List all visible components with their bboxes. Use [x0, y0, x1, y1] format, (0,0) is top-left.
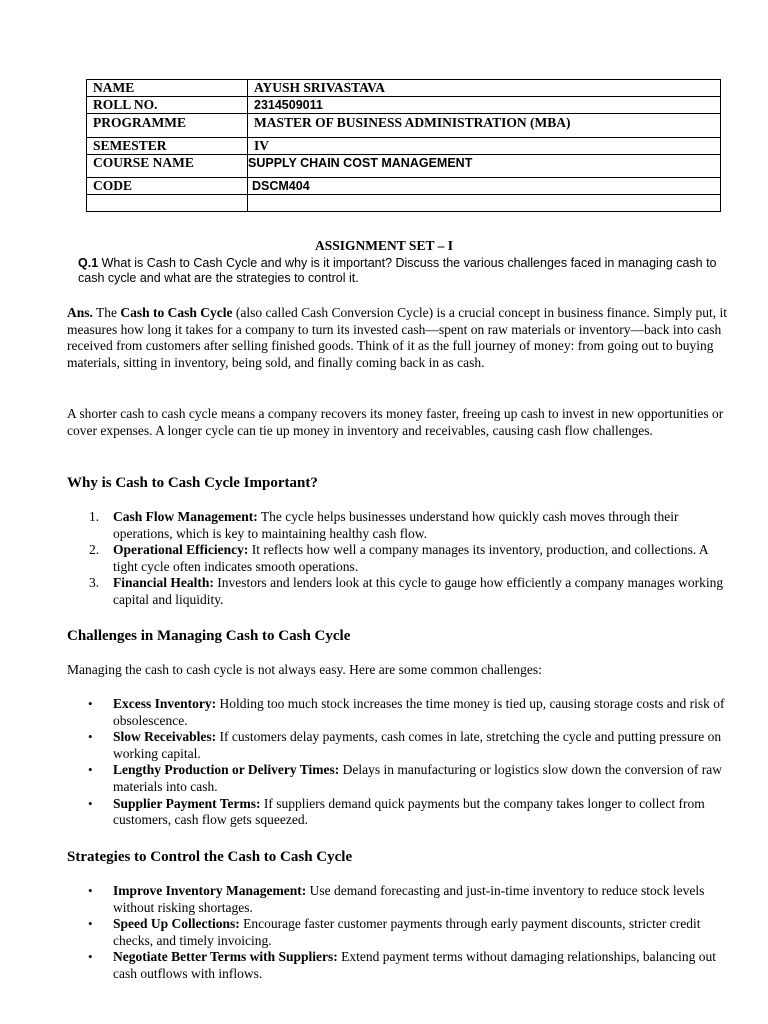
bullet: •	[88, 762, 93, 778]
info-label: NAME	[87, 80, 248, 97]
list-item	[67, 696, 732, 729]
info-value: SUPPLY CHAIN COST MANAGEMENT	[248, 155, 721, 178]
list-number: 1.	[89, 509, 100, 524]
section-heading-challenges: Challenges in Managing Cash to Cash Cycle	[67, 628, 351, 644]
list-item	[67, 762, 732, 795]
list-item	[67, 575, 732, 608]
info-value: AYUSH SRIVASTAVA	[248, 80, 721, 97]
list-item	[67, 796, 732, 829]
info-label: ROLL NO.	[87, 97, 248, 114]
answer-label: Ans.	[67, 305, 93, 320]
list-item	[67, 949, 732, 982]
question-block	[78, 256, 718, 286]
strategies-list	[67, 883, 732, 983]
student-info-table	[86, 79, 721, 212]
item-term: Cash Flow Management:	[113, 509, 258, 524]
bullet: •	[88, 795, 93, 811]
info-row-roll	[87, 97, 721, 114]
info-label: PROGRAMME	[87, 114, 248, 138]
answer-term: Cash to Cash Cycle	[120, 305, 233, 320]
bullet: •	[88, 729, 93, 745]
info-row-semester	[87, 138, 721, 155]
answer-text: The	[92, 305, 121, 320]
list-item	[67, 509, 732, 542]
item-text: Investors and lenders look at this cycle to gauge how efficiently a company manages working capital and liquidity.	[113, 575, 724, 607]
info-value	[248, 195, 721, 212]
item-term: Operational Efficiency:	[113, 542, 249, 558]
item-text: It reflects how well a company manages its inventory, production, and collections. A tight cycle often indicates smooth operations.	[113, 542, 708, 574]
item-term: Improve Inventory Management:	[113, 883, 307, 898]
answer-paragraph-1	[67, 305, 732, 371]
item-text: Extend payment terms without damaging relationships, balancing out cash outflows with inflows.	[113, 949, 717, 981]
info-value: IV	[248, 138, 721, 155]
item-term: Negotiate Better Terms with Suppliers:	[113, 949, 338, 965]
importance-list	[67, 509, 732, 609]
question-text: What is Cash to Cash Cycle and why is it important? Discuss the various challenges faced in managing cash to cash cycle and what are the strategies to control it.	[78, 256, 717, 285]
item-term: Financial Health:	[113, 575, 214, 591]
item-term: Excess Inventory:	[113, 696, 217, 711]
item-text: If customers delay payments, cash comes in late, stretching the cycle and putting pressure on working capital.	[113, 729, 722, 761]
answer-paragraph-2: A shorter cash to cash cycle means a company recovers its money faster, freeing up cash to invest in new opportunities or cover expenses. A longer cycle can tie up money in inventory and receivables, causing cash flow challenges.	[67, 406, 724, 438]
section-heading-strategies: Strategies to Control the Cash to Cash Cycle	[67, 849, 353, 865]
list-number: 3.	[89, 575, 100, 591]
question-number: Q.1	[78, 256, 99, 270]
list-item	[67, 542, 732, 575]
info-row-programme	[87, 114, 721, 138]
item-text: Encourage faster customer payments through early payment discounts, stricter credit checks, and timely invoicing.	[113, 916, 701, 948]
item-term: Supplier Payment Terms:	[113, 795, 261, 811]
info-row-name	[87, 80, 721, 97]
info-label: SEMESTER	[87, 138, 248, 155]
list-item	[67, 729, 732, 762]
challenges-intro: Managing the cash to cash cycle is not always easy. Here are some common challenges:	[67, 662, 542, 677]
bullet: •	[88, 949, 93, 965]
info-value: MASTER OF BUSINESS ADMINISTRATION (MBA)	[248, 114, 721, 138]
list-item	[67, 883, 732, 916]
item-text: Holding too much stock increases the time money is tied up, causing storage costs and risk of obsolescence.	[113, 696, 725, 728]
item-text: The cycle helps businesses understand how quickly cash moves through their operations, which is key to maintaining healthy cash flow.	[113, 509, 679, 541]
item-term: Lengthy Production or Delivery Times:	[113, 762, 340, 778]
info-row-course	[87, 155, 721, 178]
info-label: CODE	[87, 178, 248, 195]
item-text: Delays in manufacturing or logistics slow down the conversion of raw materials into cash.	[113, 762, 723, 794]
challenges-list	[67, 696, 732, 829]
item-term: Speed Up Collections:	[113, 916, 240, 932]
info-label	[87, 195, 248, 212]
assignment-title: ASSIGNMENT SET – I	[315, 238, 453, 253]
section-heading-importance: Why is Cash to Cash Cycle Important?	[67, 475, 318, 491]
info-value: DSCM404	[248, 178, 721, 195]
item-term: Slow Receivables:	[113, 729, 217, 745]
bullet: •	[88, 883, 93, 898]
item-text: Use demand forecasting and just-in-time inventory to reduce stock levels without risking shortages.	[113, 883, 705, 915]
info-label: COURSE NAME	[87, 155, 248, 178]
list-number: 2.	[89, 542, 100, 558]
item-text: If suppliers demand quick payments but the company takes longer to collect from customers, cash flow gets squeezed.	[113, 795, 705, 828]
list-item	[67, 916, 732, 949]
bullet: •	[88, 916, 93, 932]
bullet: •	[88, 696, 93, 711]
info-row-empty	[87, 195, 721, 212]
info-value: 2314509011	[248, 97, 721, 114]
info-row-code	[87, 178, 721, 195]
answer-text: (also called Cash Conversion Cycle) is a crucial concept in business finance. Simply put, it measures how long it takes for a company to turn its invested cash—spent on raw materials or inventory—back into cash received from customers after selling finished goods. Think of it as the full journey of money: from going out to buying materials, sitting in inventory, being sold, and finally coming back in as cash.	[67, 305, 728, 370]
